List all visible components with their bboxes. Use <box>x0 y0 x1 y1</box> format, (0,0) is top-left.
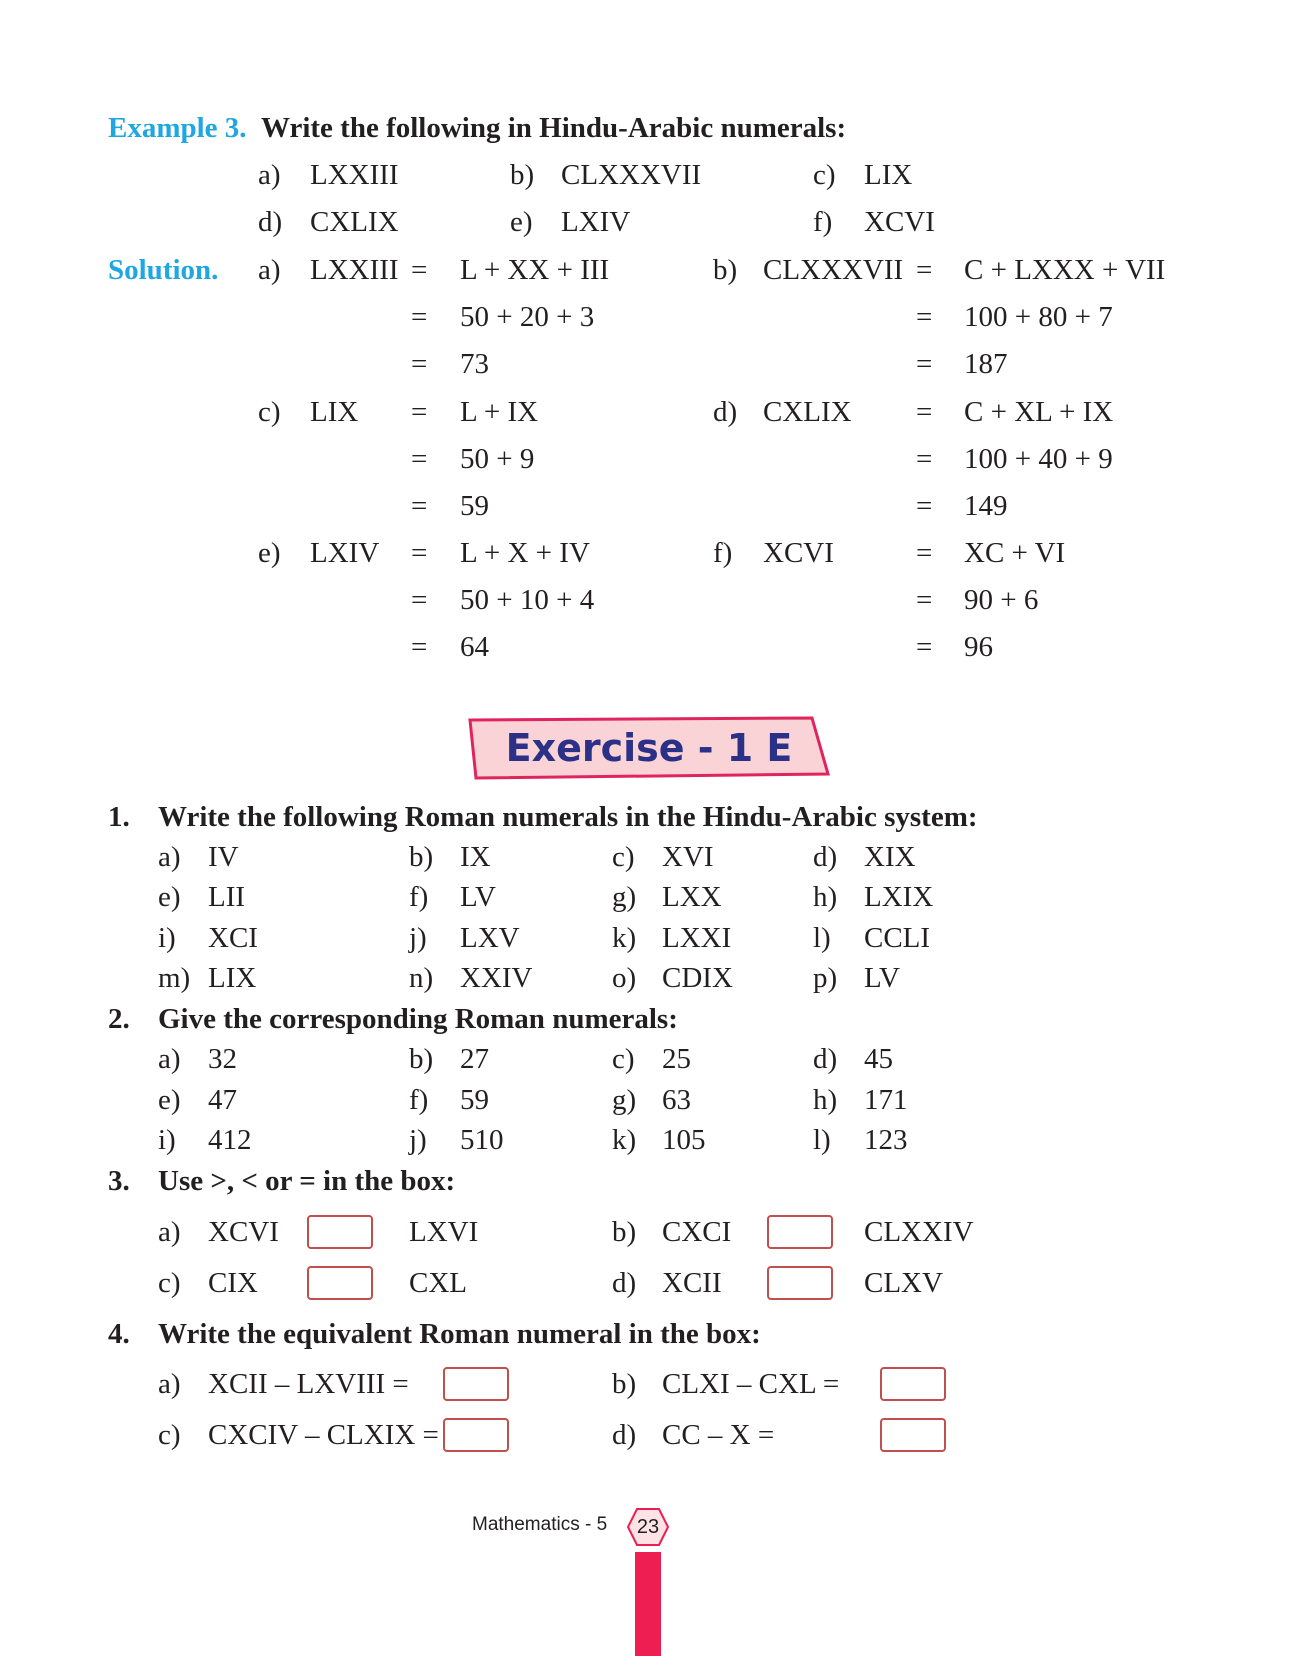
equals-sign: = <box>411 584 428 616</box>
comparison-answer-box[interactable] <box>307 1266 373 1300</box>
solution-step: 187 <box>964 348 1008 380</box>
q1-item-value: LV <box>460 881 496 913</box>
question-number: 4. <box>108 1318 130 1350</box>
q2-item-letter: f) <box>409 1084 429 1116</box>
q3-item-letter: c) <box>158 1267 181 1299</box>
solution-letter: b) <box>713 254 738 286</box>
example-item-letter: e) <box>510 206 533 238</box>
equals-sign: = <box>411 631 428 663</box>
q2-item-value: 510 <box>460 1124 504 1156</box>
roman-answer-box[interactable] <box>880 1367 946 1401</box>
comparison-answer-box[interactable] <box>767 1266 833 1300</box>
example-item-letter: c) <box>813 159 836 191</box>
q4-item-letter: c) <box>158 1419 181 1451</box>
equals-sign: = <box>411 490 428 522</box>
q1-item-value: CDIX <box>662 962 733 994</box>
q2-item-value: 63 <box>662 1084 691 1116</box>
q2-item-value: 25 <box>662 1043 691 1075</box>
q1-item-value: XVI <box>662 841 714 873</box>
q3-right-numeral: CLXXIV <box>864 1216 974 1248</box>
q1-item-value: LXIX <box>864 881 934 913</box>
solution-step: 100 + 40 + 9 <box>964 443 1113 475</box>
q1-item-value: XIX <box>864 841 916 873</box>
q3-right-numeral: LXVI <box>409 1216 479 1248</box>
q1-item-letter: j) <box>409 922 427 954</box>
solution-step: XC + VI <box>964 537 1066 569</box>
solution-step: 100 + 80 + 7 <box>964 301 1113 333</box>
q2-item-value: 123 <box>864 1124 908 1156</box>
solution-step: 50 + 9 <box>460 443 535 475</box>
example-item-letter: b) <box>510 159 535 191</box>
solution-letter: e) <box>258 537 281 569</box>
example-item-value: LIX <box>864 159 913 191</box>
solution-step: 64 <box>460 631 489 663</box>
q3-item-letter: d) <box>612 1267 637 1299</box>
q1-item-value: LXV <box>460 922 520 954</box>
solution-numeral: LXIV <box>310 537 380 569</box>
question-number: 2. <box>108 1003 130 1035</box>
q1-item-letter: b) <box>409 841 434 873</box>
solution-step: C + LXXX + VII <box>964 254 1166 286</box>
solution-letter: f) <box>713 537 733 569</box>
exercise-title: Exercise - 1 E <box>505 726 793 770</box>
question-text: Give the corresponding Roman numerals: <box>158 1003 678 1035</box>
example-item-letter: d) <box>258 206 283 238</box>
question-number: 1. <box>108 801 130 833</box>
example-item-letter: f) <box>813 206 833 238</box>
q1-item-value: LXXI <box>662 922 732 954</box>
example-item-value: CLXXXVII <box>561 159 702 191</box>
q2-item-letter: l) <box>813 1124 831 1156</box>
solution-numeral: LIX <box>310 396 359 428</box>
q2-item-letter: g) <box>612 1084 637 1116</box>
equals-sign: = <box>411 443 428 475</box>
q2-item-value: 412 <box>208 1124 252 1156</box>
q4-item-letter: a) <box>158 1368 181 1400</box>
example-item-value: LXXIII <box>310 159 399 191</box>
q4-expression: XCII – LXVIII = <box>208 1368 409 1400</box>
solution-step: L + IX <box>460 396 539 428</box>
solution-numeral: CXLIX <box>763 396 852 428</box>
solution-step: 50 + 20 + 3 <box>460 301 595 333</box>
footer-subject-label: Mathematics - 5 <box>472 1514 608 1535</box>
solution-numeral: XCVI <box>763 537 834 569</box>
solution-step: L + X + IV <box>460 537 590 569</box>
solution-step: C + XL + IX <box>964 396 1114 428</box>
solution-label: Solution. <box>108 254 219 286</box>
q3-right-numeral: CXL <box>409 1267 467 1299</box>
q2-item-value: 171 <box>864 1084 908 1116</box>
q1-item-letter: d) <box>813 841 838 873</box>
q2-item-letter: j) <box>409 1124 427 1156</box>
q2-item-value: 45 <box>864 1043 893 1075</box>
q1-item-letter: m) <box>158 962 191 994</box>
example-item-letter: a) <box>258 159 281 191</box>
example-item-value: LXIV <box>561 206 631 238</box>
solution-step: 50 + 10 + 4 <box>460 584 595 616</box>
q2-item-letter: h) <box>813 1084 838 1116</box>
solution-numeral: LXXIII <box>310 254 399 286</box>
solution-letter: c) <box>258 396 281 428</box>
q1-item-letter: o) <box>612 962 637 994</box>
page-number: 23 <box>636 1516 660 1538</box>
solution-step: 90 + 6 <box>964 584 1039 616</box>
q1-item-letter: p) <box>813 962 838 994</box>
q1-item-value: LII <box>208 881 246 913</box>
equals-sign: = <box>411 396 428 428</box>
equals-sign: = <box>916 584 933 616</box>
q1-item-value: LXX <box>662 881 722 913</box>
q4-expression: CC – X = <box>662 1419 775 1451</box>
q4-item-letter: b) <box>612 1368 637 1400</box>
comparison-answer-box[interactable] <box>767 1215 833 1249</box>
example-item-value: CXLIX <box>310 206 399 238</box>
q2-item-value: 27 <box>460 1043 489 1075</box>
equals-sign: = <box>916 537 933 569</box>
q4-item-letter: d) <box>612 1419 637 1451</box>
equals-sign: = <box>411 537 428 569</box>
q1-item-letter: n) <box>409 962 434 994</box>
comparison-answer-box[interactable] <box>307 1215 373 1249</box>
solution-numeral: CLXXXVII <box>763 254 904 286</box>
example-title: Write the following in Hindu-Arabic numerals: <box>261 112 847 144</box>
q1-item-letter: g) <box>612 881 637 913</box>
q3-right-numeral: CLXV <box>864 1267 943 1299</box>
q1-item-value: XCI <box>208 922 258 954</box>
q4-expression: CLXI – CXL = <box>662 1368 840 1400</box>
q1-item-letter: l) <box>813 922 831 954</box>
equals-sign: = <box>411 348 428 380</box>
q3-left-numeral: XCVI <box>208 1216 279 1248</box>
q1-item-letter: h) <box>813 881 838 913</box>
q1-item-letter: e) <box>158 881 181 913</box>
q1-item-value: LV <box>864 962 900 994</box>
q3-left-numeral: CIX <box>208 1267 258 1299</box>
q2-item-value: 47 <box>208 1084 237 1116</box>
question-text: Write the equivalent Roman numeral in the box: <box>158 1318 761 1350</box>
equals-sign: = <box>916 301 933 333</box>
q2-item-letter: k) <box>612 1124 637 1156</box>
q3-left-numeral: CXCI <box>662 1216 732 1248</box>
q2-item-letter: d) <box>813 1043 838 1075</box>
solution-letter: d) <box>713 396 738 428</box>
q1-item-letter: i) <box>158 922 176 954</box>
solution-step: 149 <box>964 490 1008 522</box>
q2-item-letter: i) <box>158 1124 176 1156</box>
solution-letter: a) <box>258 254 281 286</box>
q2-item-value: 32 <box>208 1043 237 1075</box>
q1-item-value: XXIV <box>460 962 533 994</box>
q1-item-value: IV <box>208 841 239 873</box>
q1-item-value: LIX <box>208 962 257 994</box>
q2-item-letter: a) <box>158 1043 181 1075</box>
q1-item-letter: a) <box>158 841 181 873</box>
q1-item-letter: f) <box>409 881 429 913</box>
question-text: Use >, < or = in the box: <box>158 1165 456 1197</box>
equals-sign: = <box>916 254 933 286</box>
equals-sign: = <box>916 631 933 663</box>
equals-sign: = <box>411 254 428 286</box>
q2-item-letter: c) <box>612 1043 635 1075</box>
solution-step: L + XX + III <box>460 254 610 286</box>
page-bookmark-bar <box>635 1552 661 1656</box>
equals-sign: = <box>411 301 428 333</box>
equals-sign: = <box>916 490 933 522</box>
q3-item-letter: a) <box>158 1216 181 1248</box>
equals-sign: = <box>916 396 933 428</box>
solution-step: 73 <box>460 348 489 380</box>
roman-answer-box[interactable] <box>443 1418 509 1452</box>
question-number: 3. <box>108 1165 130 1197</box>
question-text: Write the following Roman numerals in the Hindu-Arabic system: <box>158 801 978 833</box>
q4-expression: CXCIV – CLXIX = <box>208 1419 439 1451</box>
solution-step: 59 <box>460 490 489 522</box>
q3-item-letter: b) <box>612 1216 637 1248</box>
q1-item-value: CCLI <box>864 922 931 954</box>
equals-sign: = <box>916 443 933 475</box>
q1-item-letter: k) <box>612 922 637 954</box>
q2-item-value: 105 <box>662 1124 706 1156</box>
q2-item-value: 59 <box>460 1084 489 1116</box>
roman-answer-box[interactable] <box>880 1418 946 1452</box>
roman-answer-box[interactable] <box>443 1367 509 1401</box>
example-item-value: XCVI <box>864 206 935 238</box>
example-label: Example 3. <box>108 112 247 144</box>
solution-step: 96 <box>964 631 993 663</box>
equals-sign: = <box>916 348 933 380</box>
q1-item-value: IX <box>460 841 491 873</box>
q3-left-numeral: XCII <box>662 1267 722 1299</box>
q1-item-letter: c) <box>612 841 635 873</box>
q2-item-letter: b) <box>409 1043 434 1075</box>
q2-item-letter: e) <box>158 1084 181 1116</box>
